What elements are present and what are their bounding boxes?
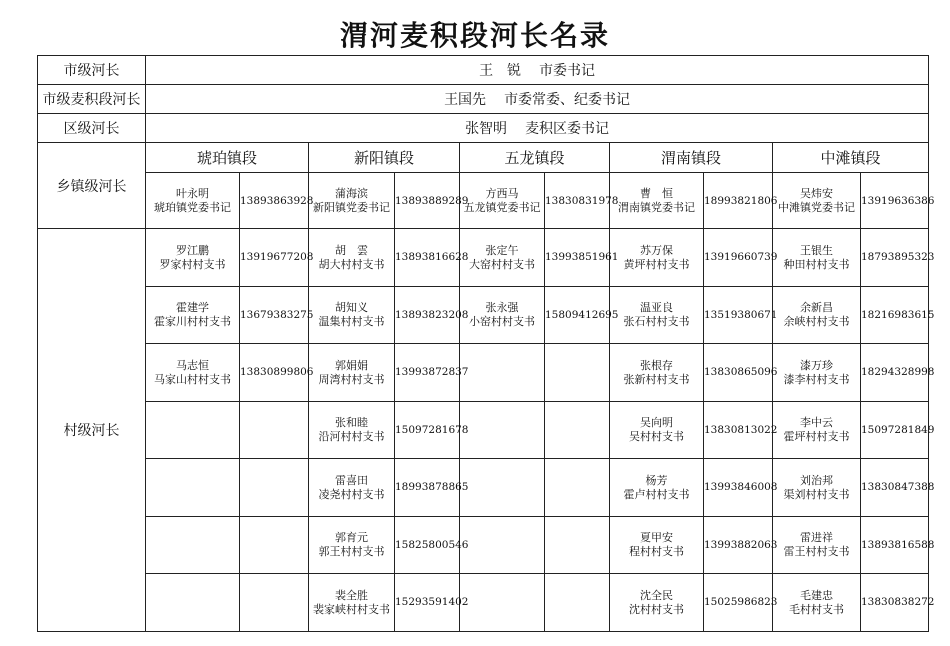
village-chief-cell xyxy=(309,574,395,632)
village-chief-stack xyxy=(773,410,860,449)
village-chief-name: 霍建学 xyxy=(176,301,209,315)
village-chief-role: 毛村村支书 xyxy=(789,602,844,616)
town-chief-phone: 18993821806 xyxy=(704,173,773,229)
village-chief-phone: 18793895323 xyxy=(861,229,929,287)
village-chief-role: 裴家峡村村支书 xyxy=(313,602,390,616)
village-chief-role: 罗家村村支书 xyxy=(159,257,226,271)
village-chief-phone: 13919660739 xyxy=(704,229,773,287)
village-chief-cell xyxy=(309,401,395,459)
village-chief-stack xyxy=(773,353,860,392)
village-chief-role: 张石村村支书 xyxy=(623,315,690,329)
village-chief-role: 渠刘村村支书 xyxy=(783,487,850,501)
village-chief-role: 霍家川村村支书 xyxy=(154,315,231,329)
town-name: 五龙镇段 xyxy=(460,143,610,173)
village-chief-name: 毛建忠 xyxy=(800,588,833,602)
village-chief-stack xyxy=(773,583,860,622)
village-chief-name: 罗江鹏 xyxy=(176,243,209,257)
village-chief-role: 沿河村村支书 xyxy=(318,430,385,444)
empty-cell xyxy=(460,459,545,517)
village-chief-phone: 13893816588 xyxy=(861,516,929,574)
village-chief-stack xyxy=(610,238,703,277)
village-chief-name: 王银生 xyxy=(800,243,833,257)
village-chief-role: 程村村支书 xyxy=(629,545,684,559)
village-chief-stack xyxy=(309,583,394,622)
village-chief-phone: 15025986823 xyxy=(704,574,773,632)
town-chief-cell xyxy=(309,173,395,229)
village-chief-role: 霍卢村村支书 xyxy=(623,487,690,501)
village-chief-name: 吴向明 xyxy=(640,416,673,430)
empty-cell xyxy=(146,574,240,632)
village-chief-label: 村级河长 xyxy=(38,229,146,632)
village-chief-role: 凌尧村村支书 xyxy=(318,487,385,501)
village-chief-stack xyxy=(309,525,394,564)
village-chief-name: 漆万珍 xyxy=(800,358,833,372)
city-chief-role: 市委书记 xyxy=(539,63,596,79)
village-chief-name: 张根存 xyxy=(640,358,673,372)
town-chief-stack xyxy=(773,181,860,220)
village-chief-role: 大窑村村支书 xyxy=(469,257,535,271)
city-segment-chief-row xyxy=(38,85,929,114)
town-chief-role: 琥珀镇党委书记 xyxy=(154,201,231,214)
city-chief-value xyxy=(146,56,929,85)
village-row xyxy=(38,286,929,344)
city-chief-label: 市级河长 xyxy=(38,56,146,85)
village-chief-role: 周湾村村支书 xyxy=(318,372,385,386)
village-chief-role: 吴村村支书 xyxy=(629,430,684,444)
town-name: 中滩镇段 xyxy=(773,143,929,173)
empty-cell xyxy=(460,401,545,459)
empty-cell xyxy=(545,516,610,574)
town-chief-role: 新阳镇党委书记 xyxy=(313,201,390,214)
village-chief-stack xyxy=(773,525,860,564)
village-chief-cell xyxy=(610,516,704,574)
village-chief-stack xyxy=(773,238,860,277)
village-chief-cell xyxy=(460,229,545,287)
town-chief-phone: 13830831978 xyxy=(545,173,610,229)
town-chief-name: 方西马 xyxy=(485,187,519,200)
village-chief-cell xyxy=(773,286,861,344)
village-chief-name: 郭育元 xyxy=(335,531,368,545)
village-chief-cell xyxy=(773,229,861,287)
village-chief-role: 雷王村村支书 xyxy=(783,545,850,559)
town-chief-name: 吴炜安 xyxy=(800,187,833,200)
village-chief-phone: 15293591402 xyxy=(395,574,460,632)
village-chief-role: 种田村村支书 xyxy=(783,257,850,271)
town-chief-role: 渭南镇党委书记 xyxy=(618,201,695,214)
village-chief-role: 马家山村村支书 xyxy=(154,372,231,386)
empty-cell xyxy=(545,574,610,632)
village-row xyxy=(38,401,929,459)
village-chief-cell xyxy=(309,344,395,402)
village-chief-stack xyxy=(146,353,239,392)
town-chief-cell xyxy=(460,173,545,229)
village-chief-name: 刘治邦 xyxy=(800,473,833,487)
village-chief-stack xyxy=(146,238,239,277)
village-chief-phone: 13830847388 xyxy=(861,459,929,517)
district-chief-name: 张智明 xyxy=(465,121,508,137)
village-chief-phone: 13919677208 xyxy=(240,229,309,287)
page-title: 渭河麦积段河长名录 xyxy=(339,19,610,52)
village-chief-cell xyxy=(309,229,395,287)
village-chief-phone: 15097281678 xyxy=(395,401,460,459)
village-chief-name: 余新昌 xyxy=(800,301,833,315)
village-chief-phone: 13830813022 xyxy=(704,401,773,459)
village-chief-stack xyxy=(309,295,394,334)
town-chief-stack xyxy=(309,181,394,220)
village-chief-phone: 18993878865 xyxy=(395,459,460,517)
village-chief-cell xyxy=(146,229,240,287)
township-header-row xyxy=(38,143,929,173)
village-row xyxy=(38,574,929,632)
empty-cell xyxy=(240,401,309,459)
village-chief-role: 张新村村支书 xyxy=(623,372,690,386)
city-segment-chief-value xyxy=(146,85,929,114)
empty-cell xyxy=(545,401,610,459)
empty-cell xyxy=(460,574,545,632)
empty-cell xyxy=(146,459,240,517)
village-chief-cell xyxy=(309,516,395,574)
village-chief-name: 雷喜田 xyxy=(335,473,368,487)
village-chief-role: 沈村村支书 xyxy=(629,602,684,616)
village-chief-name: 张定午 xyxy=(485,243,519,257)
village-chief-phone: 13830899806 xyxy=(240,344,309,402)
village-chief-cell xyxy=(773,344,861,402)
village-chief-cell xyxy=(610,286,704,344)
village-chief-stack xyxy=(773,295,860,334)
city-segment-chief-role: 市委常委、纪委书记 xyxy=(504,92,631,108)
empty-cell xyxy=(240,516,309,574)
town-chief-phone: 13893863928 xyxy=(240,173,309,229)
village-row xyxy=(38,516,929,574)
village-chief-cell xyxy=(773,516,861,574)
village-chief-name: 沈全民 xyxy=(640,588,673,602)
empty-cell xyxy=(460,344,545,402)
town-name: 渭南镇段 xyxy=(610,143,773,173)
village-chief-phone: 18216983615 xyxy=(861,286,929,344)
district-chief-value xyxy=(146,114,929,143)
village-chief-stack xyxy=(309,410,394,449)
river-chief-table xyxy=(37,55,935,632)
village-chief-cell xyxy=(773,401,861,459)
village-chief-cell xyxy=(146,344,240,402)
village-chief-stack xyxy=(146,295,239,334)
town-chief-stack xyxy=(460,181,544,220)
village-chief-cell xyxy=(610,459,704,517)
village-chief-name: 苏万保 xyxy=(640,243,673,257)
village-chief-phone: 13830838272 xyxy=(861,574,929,632)
village-chief-name: 胡知义 xyxy=(335,301,368,315)
town-chief-cell xyxy=(773,173,861,229)
village-row xyxy=(38,344,929,402)
village-chief-role: 余峡村村支书 xyxy=(783,315,850,329)
town-chief-name: 叶永明 xyxy=(176,187,209,200)
village-chief-phone: 13679383275 xyxy=(240,286,309,344)
district-chief-row xyxy=(38,114,929,143)
town-name: 新阳镇段 xyxy=(309,143,460,173)
village-chief-stack xyxy=(773,468,860,507)
village-chief-stack xyxy=(309,468,394,507)
village-chief-cell xyxy=(610,401,704,459)
village-chief-role: 胡大村村支书 xyxy=(318,257,385,271)
village-chief-phone: 18294328998 xyxy=(861,344,929,402)
village-chief-stack xyxy=(460,238,544,277)
village-chief-phone: 13993882063 xyxy=(704,516,773,574)
village-chief-stack xyxy=(309,238,394,277)
district-chief-label: 区级河长 xyxy=(38,114,146,143)
town-chief-phone: 13893889289 xyxy=(395,173,460,229)
village-chief-role: 郭王村村支书 xyxy=(318,545,385,559)
village-chief-role: 黄坪村村支书 xyxy=(623,257,690,271)
village-chief-name: 张永强 xyxy=(485,301,519,315)
village-chief-stack xyxy=(460,295,544,334)
village-chief-name: 温亚良 xyxy=(640,301,673,315)
village-chief-phone: 13993846008 xyxy=(704,459,773,517)
village-chief-stack xyxy=(610,583,703,622)
village-chief-cell xyxy=(146,286,240,344)
village-chief-name: 李中云 xyxy=(800,416,833,430)
district-chief-role: 麦积区委书记 xyxy=(525,121,610,137)
village-chief-name: 夏甲安 xyxy=(640,531,673,545)
town-chief-name: 曹 恒 xyxy=(640,187,673,200)
village-chief-name: 杨芳 xyxy=(645,473,668,487)
village-chief-name: 郭娟娟 xyxy=(335,358,368,372)
village-chief-stack xyxy=(610,410,703,449)
village-chief-cell xyxy=(610,229,704,287)
empty-cell xyxy=(146,401,240,459)
city-segment-chief-label: 市级麦积段河长 xyxy=(38,85,146,114)
city-chief-name: 王 锐 xyxy=(479,63,522,79)
town-chief-role: 中滩镇党委书记 xyxy=(778,201,855,214)
empty-cell xyxy=(146,516,240,574)
village-chief-cell xyxy=(309,459,395,517)
village-chief-cell xyxy=(460,286,545,344)
village-chief-phone: 13893816628 xyxy=(395,229,460,287)
village-chief-role: 漆李村村支书 xyxy=(783,372,850,386)
town-chief-cell xyxy=(146,173,240,229)
village-chief-cell xyxy=(773,459,861,517)
town-chief-stack xyxy=(610,181,703,220)
village-chief-name: 裴全胜 xyxy=(335,588,368,602)
township-chief-row xyxy=(38,173,929,229)
town-chief-role: 五龙镇党委书记 xyxy=(463,201,541,214)
village-row xyxy=(38,229,929,287)
township-chief-label: 乡镇级河长 xyxy=(38,143,146,229)
village-chief-name: 马志恒 xyxy=(176,358,209,372)
town-chief-cell xyxy=(610,173,704,229)
village-chief-phone: 13519380671 xyxy=(704,286,773,344)
empty-cell xyxy=(240,574,309,632)
village-chief-stack xyxy=(610,353,703,392)
village-chief-stack xyxy=(309,353,394,392)
town-name: 琥珀镇段 xyxy=(146,143,309,173)
village-chief-phone: 15825800546 xyxy=(395,516,460,574)
empty-cell xyxy=(460,516,545,574)
village-chief-role: 温集村村支书 xyxy=(318,315,385,329)
empty-cell xyxy=(240,459,309,517)
village-chief-role: 霍坪村村支书 xyxy=(783,430,850,444)
village-chief-cell xyxy=(773,574,861,632)
village-chief-stack xyxy=(610,468,703,507)
empty-cell xyxy=(545,459,610,517)
village-chief-phone: 13830865096 xyxy=(704,344,773,402)
village-chief-phone: 13893823208 xyxy=(395,286,460,344)
village-chief-name: 胡 雲 xyxy=(335,243,368,257)
village-row xyxy=(38,459,929,517)
village-chief-phone: 13993851961 xyxy=(545,229,610,287)
village-chief-cell xyxy=(309,286,395,344)
village-chief-cell xyxy=(610,574,704,632)
village-chief-name: 雷进祥 xyxy=(800,531,833,545)
town-chief-phone: 13919636386 xyxy=(861,173,929,229)
village-chief-stack xyxy=(610,525,703,564)
village-chief-phone: 13993872837 xyxy=(395,344,460,402)
village-chief-stack xyxy=(610,295,703,334)
city-segment-chief-name: 王国先 xyxy=(444,92,487,108)
village-chief-role: 小窑村村支书 xyxy=(469,315,535,329)
village-chief-cell xyxy=(610,344,704,402)
village-chief-name: 张和睦 xyxy=(335,416,368,430)
village-chief-phone: 15809412695 xyxy=(545,286,610,344)
town-chief-stack xyxy=(146,181,239,220)
village-chief-phone: 15097281849 xyxy=(861,401,929,459)
town-chief-name: 蒲海滨 xyxy=(335,187,368,200)
empty-cell xyxy=(545,344,610,402)
city-chief-row xyxy=(38,56,929,85)
